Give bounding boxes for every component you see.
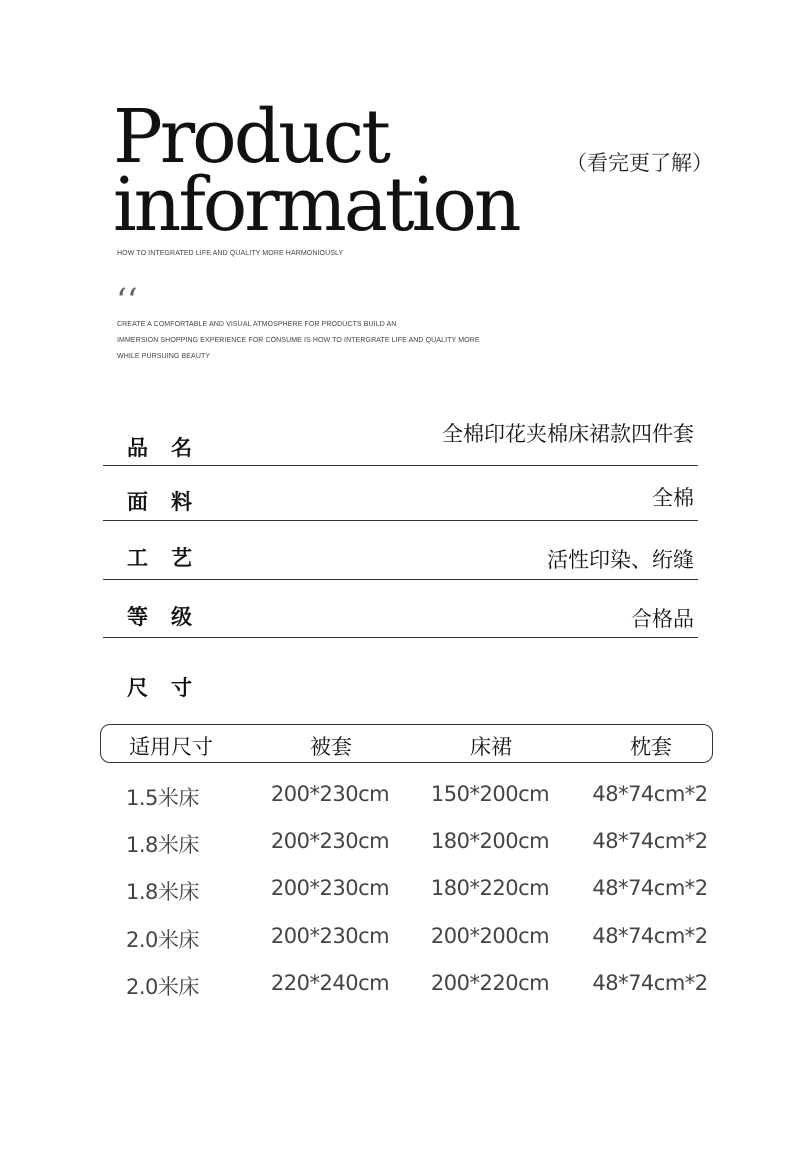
table-cell: 48*74cm*2 (592, 829, 708, 853)
table-cell: 200*230cm (270, 876, 390, 900)
header-duvet-cover: 被套 (310, 735, 352, 759)
description-line: IMMERSION SHOPPING EXPERIENCE FOR CONSUME IS HOW TO INTERGRATE LIFE AND QUALITY MORE (117, 337, 480, 344)
header-applicable-size: 适用尺寸 (129, 735, 213, 759)
table-cell: 1.8米床 (126, 880, 199, 904)
table-cell: 1.8米床 (126, 833, 199, 857)
table-cell: 48*74cm*2 (592, 876, 708, 900)
spec-value: 合格品 (631, 607, 694, 631)
table-cell: 200*230cm (270, 782, 390, 806)
size-table-header (100, 724, 713, 763)
table-cell: 48*74cm*2 (592, 782, 708, 806)
spec-row-product-name (103, 418, 698, 466)
header-bed-skirt: 床裙 (470, 735, 512, 759)
table-row (100, 876, 711, 906)
table-cell: 2.0米床 (126, 928, 199, 952)
table-cell: 48*74cm*2 (592, 924, 708, 948)
table-cell: 150*200cm (430, 782, 550, 806)
table-cell: 180*220cm (430, 876, 550, 900)
table-cell: 200*230cm (270, 829, 390, 853)
table-cell: 200*220cm (430, 971, 550, 995)
spec-value: 活性印染、绗缝 (547, 548, 694, 572)
size-section-label: 尺寸 (127, 676, 215, 700)
title-product: Product (113, 94, 388, 180)
header-pillowcase: 枕套 (630, 735, 672, 759)
spec-row-fabric (103, 465, 698, 521)
table-cell: 1.5米床 (126, 786, 199, 810)
title-information: information (113, 162, 519, 248)
table-cell: 220*240cm (270, 971, 390, 995)
table-cell: 48*74cm*2 (592, 971, 708, 995)
spec-label: 面料 (127, 490, 215, 514)
spec-label: 工艺 (127, 546, 215, 570)
spec-value: 全棉印花夹棉床裙款四件套 (442, 422, 694, 446)
table-cell: 180*200cm (430, 829, 550, 853)
table-row (100, 924, 711, 954)
table-cell: 200*200cm (430, 924, 550, 948)
tagline: HOW TO INTEGRATED LIFE AND QUALITY MORE HARMONIOUSLY (117, 250, 344, 257)
spec-label: 品名 (127, 436, 215, 460)
spec-row-grade (103, 579, 698, 638)
table-cell: 2.0米床 (126, 975, 199, 999)
table-row (100, 782, 711, 812)
spec-label: 等级 (127, 605, 215, 629)
description-line: CREATE A COMFORTABLE AND VISUAL ATMOSPHERE FOR PRODUCTS BUILD AN (117, 321, 397, 328)
table-row (100, 971, 711, 1001)
description-line: WHILE PURSUING BEAUTY (117, 353, 211, 360)
spec-row-craft (103, 520, 698, 580)
quote-mark-icon: ‘‘ (116, 281, 138, 321)
subtitle-cn: （看完更了解） (566, 151, 713, 175)
table-row (100, 829, 711, 859)
spec-value: 全棉 (652, 486, 694, 510)
table-cell: 200*230cm (270, 924, 390, 948)
